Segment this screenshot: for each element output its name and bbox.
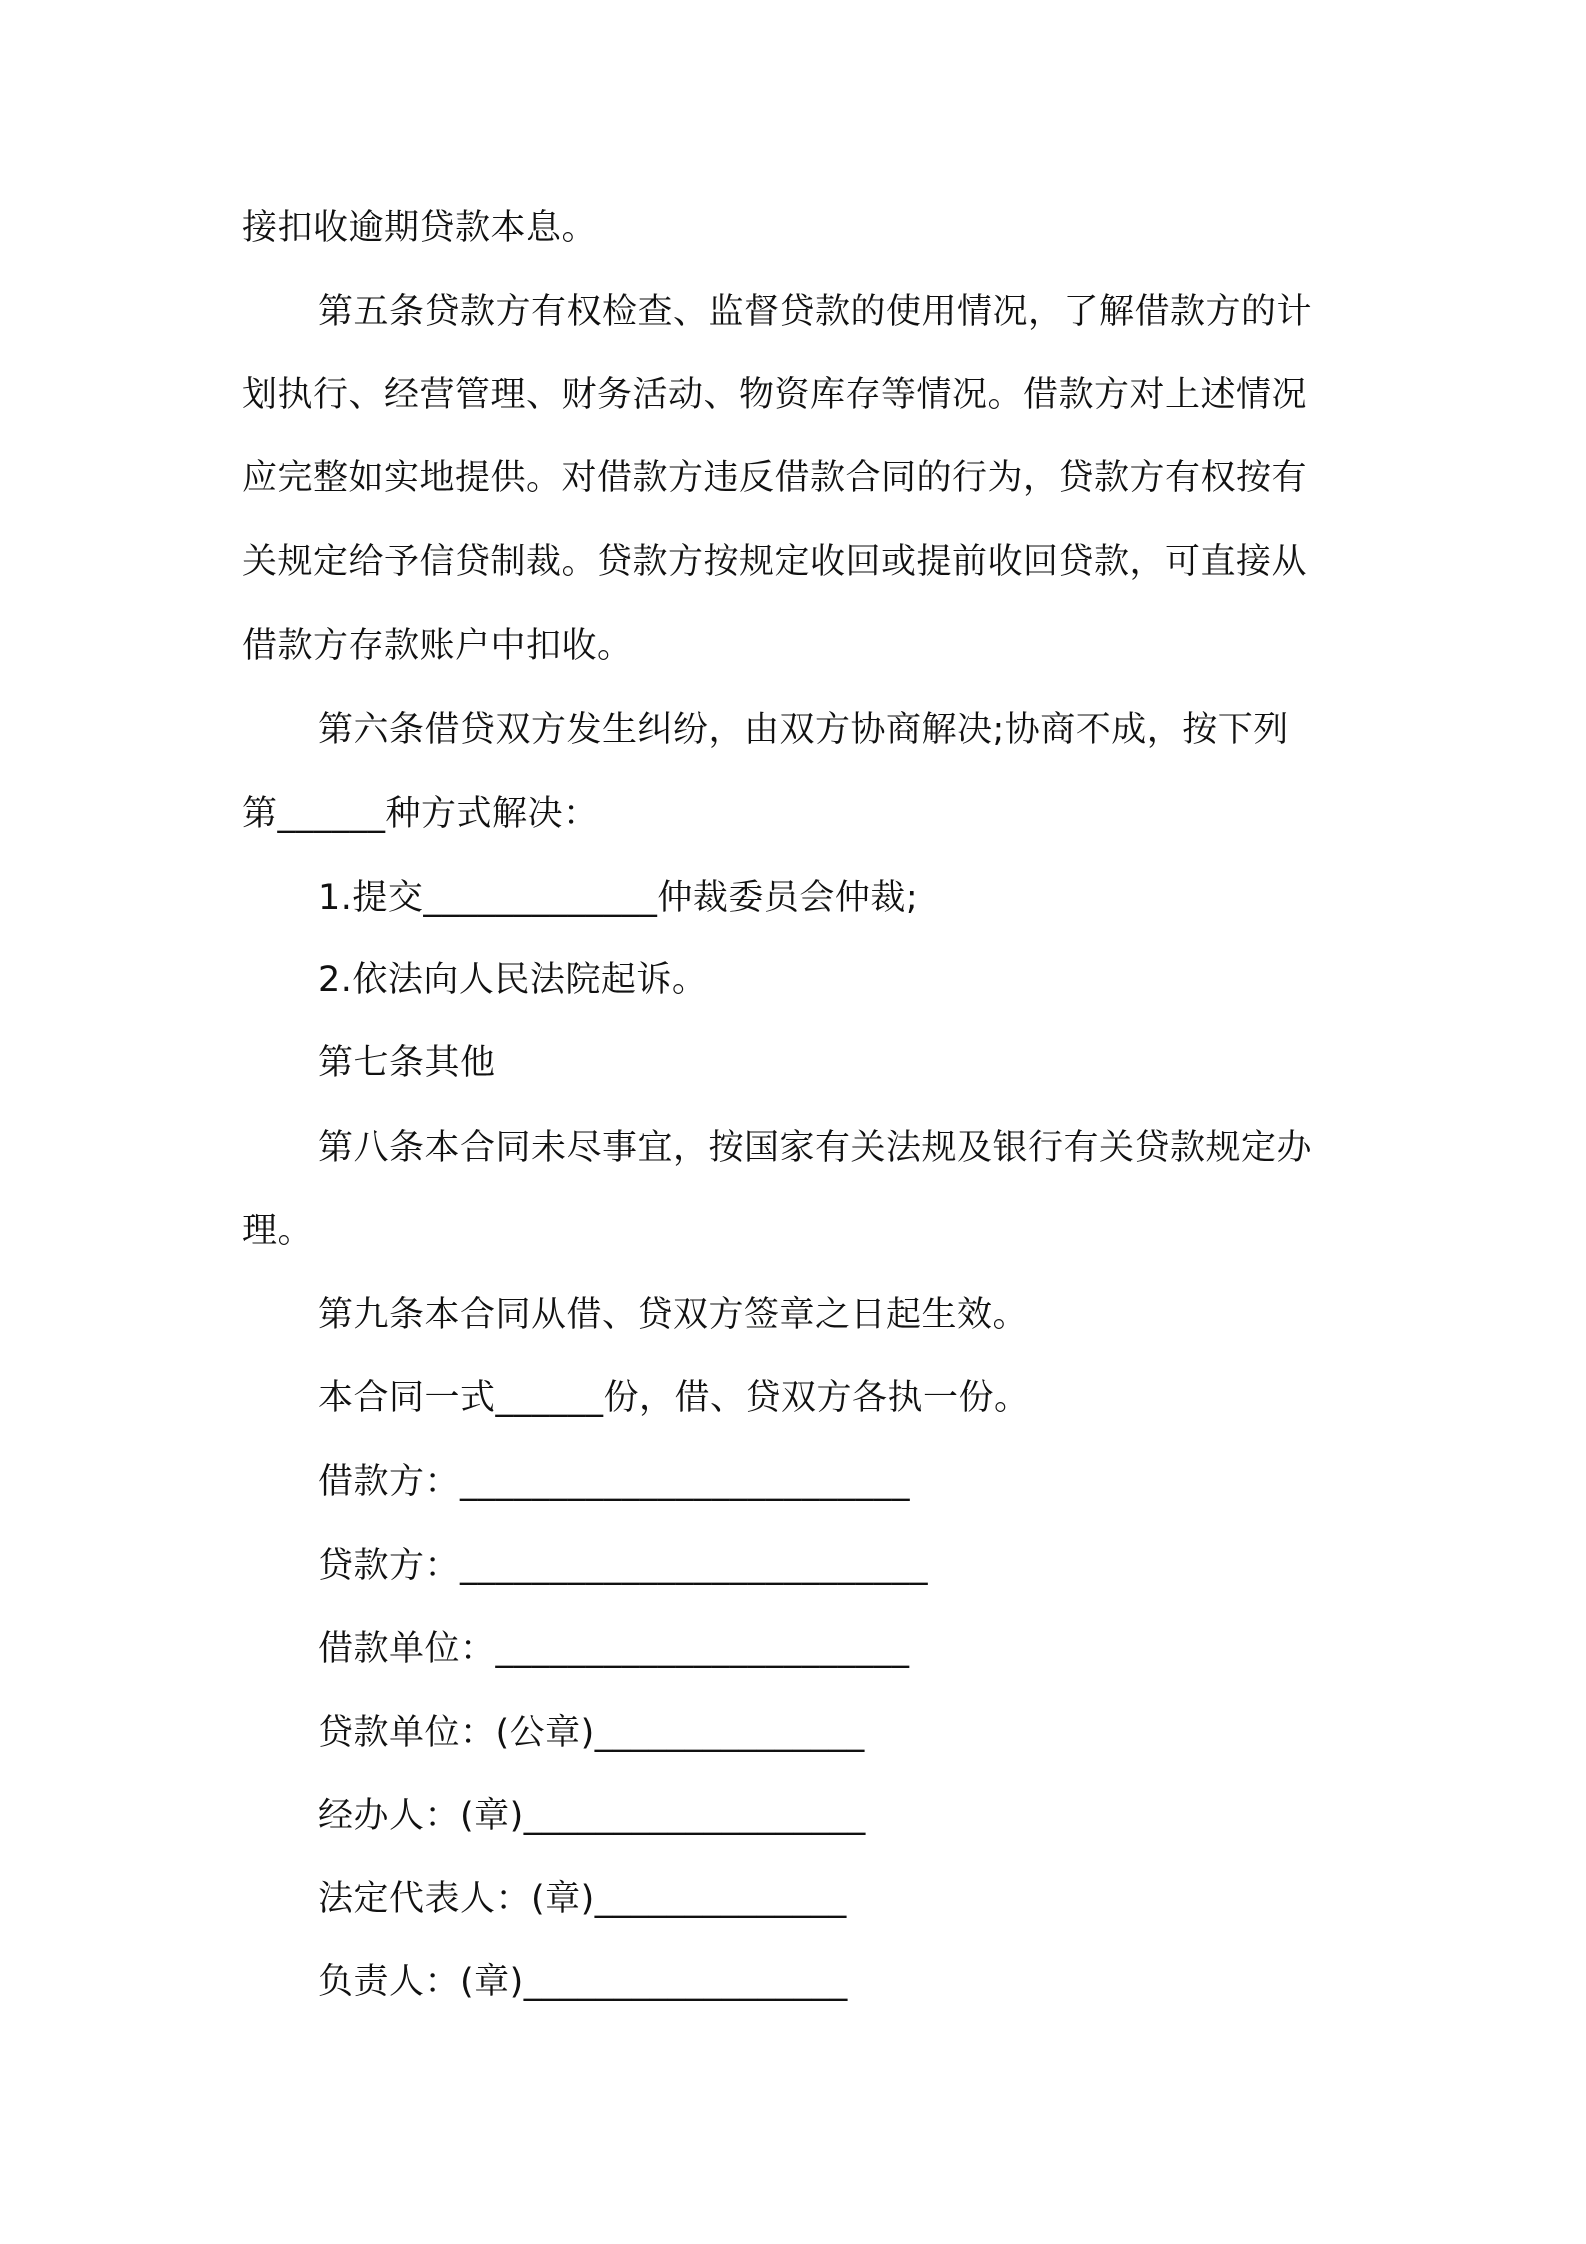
article-9: 第九条本合同从借、贷双方签章之日起生效。	[318, 1295, 1029, 1335]
signature-person-in-charge: 负责人：(章)__________________	[318, 1962, 848, 2002]
signature-borrower: 借款方：_________________________	[318, 1462, 911, 1502]
article-8-line-1: 第八条本合同未尽事宜，按国家有关法规及银行有关贷款规定办	[318, 1128, 1313, 1168]
signature-lending-unit: 贷款单位：(公章)_______________	[318, 1713, 865, 1753]
article-5-line-2: 划执行、经营管理、财务活动、物资库存等情况。借款方对上述情况	[242, 375, 1308, 415]
dispute-option-1: 1.提交_____________仲裁委员会仲裁;	[318, 878, 919, 918]
dispute-option-2: 2.依法向人民法院起诉。	[318, 960, 708, 1000]
signature-legal-representative: 法定代表人：(章)______________	[318, 1879, 847, 1919]
signature-borrowing-unit: 借款单位：_______________________	[318, 1629, 910, 1669]
paragraph-line-continuation: 接扣收逾期贷款本息。	[242, 208, 598, 248]
copies-clause: 本合同一式______份，借、贷双方各执一份。	[318, 1378, 1030, 1418]
article-5-line-4: 关规定给予信贷制裁。贷款方按规定收回或提前收回贷款，可直接从	[242, 542, 1308, 582]
article-8-line-2: 理。	[242, 1211, 314, 1251]
signature-lender: 贷款方：__________________________	[318, 1546, 929, 1586]
article-5-line-3: 应完整如实地提供。对借款方违反借款合同的行为，贷款方有权按有	[242, 458, 1308, 498]
signature-handler: 经办人：(章)___________________	[318, 1796, 866, 1836]
article-6-line-2: 第______种方式解决：	[242, 794, 599, 834]
article-6-line-1: 第六条借贷双方发生纠纷，由双方协商解决;协商不成，按下列	[318, 710, 1289, 750]
article-5-line-5: 借款方存款账户中扣收。	[242, 626, 633, 666]
article-7-heading: 第七条其他	[318, 1043, 496, 1083]
article-5-line-1: 第五条贷款方有权检查、监督贷款的使用情况，了解借款方的计	[318, 292, 1313, 332]
